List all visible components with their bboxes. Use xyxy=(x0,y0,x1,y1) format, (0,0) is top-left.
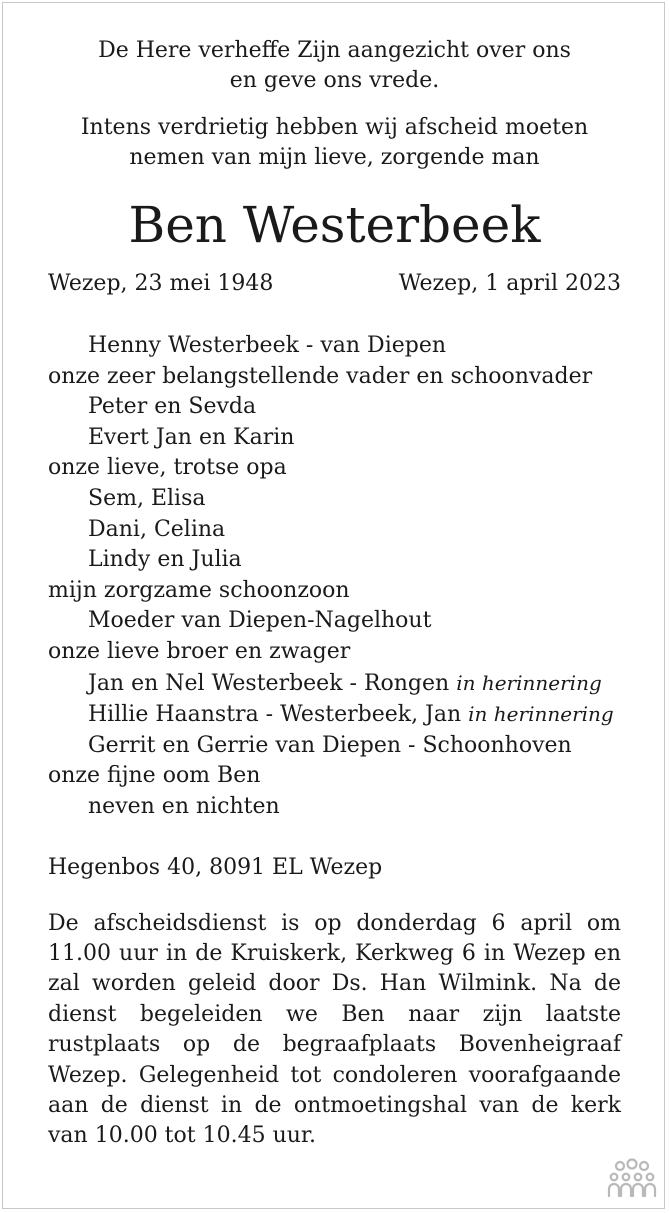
family-line-text: onze zeer belangstellende vader en schoonvader xyxy=(48,363,593,389)
verse-line-2: en geve ons vrede. xyxy=(229,68,440,93)
in-memoriam-note: in herinnering xyxy=(468,702,614,727)
family-line-text: onze fijne oom Ben xyxy=(48,763,261,789)
family-line-text: Henny Westerbeek - van Diepen xyxy=(88,333,447,358)
family-line xyxy=(48,331,621,362)
family-line xyxy=(48,731,621,762)
intro-line-1: Intens verdrietig hebben wij afscheid moeten xyxy=(80,115,589,140)
family-line xyxy=(48,484,621,515)
family-line-text: mijn zorgzame schoonzoon xyxy=(48,577,350,603)
family-line-text: Gerrit en Gerrie van Diepen - Schoonhoven xyxy=(88,732,572,758)
family-line-text: Evert Jan en Karin xyxy=(88,424,295,450)
family-line xyxy=(48,453,621,484)
family-list xyxy=(48,331,621,823)
family-line-text: Hillie Haanstra - Westerbeek, Jan xyxy=(88,702,469,728)
family-line-text: Jan en Nel Westerbeek - Rongen xyxy=(88,670,457,696)
family-line xyxy=(48,668,621,700)
family-line-text: onze lieve broer en zwager xyxy=(48,638,351,664)
family-line xyxy=(48,761,621,792)
verse-line-1: De Here verheffe Zijn aangezicht over ons xyxy=(98,38,571,63)
family-line xyxy=(48,392,621,423)
family-line-text: Dani, Celina xyxy=(88,516,226,542)
birth-date: Wezep, 23 mei 1948 xyxy=(48,271,274,296)
home-address: Hegenbos 40, 8091 EL Wezep xyxy=(48,854,383,880)
family-line-text: Moeder van Diepen-Nagelhout xyxy=(88,608,432,634)
family-line xyxy=(48,699,621,731)
family-line xyxy=(48,792,621,823)
life-dates xyxy=(48,269,621,299)
obituary-notice xyxy=(48,36,621,1152)
family-line xyxy=(48,362,621,393)
family-line xyxy=(48,637,621,668)
family-line-text: Peter en Sevda xyxy=(88,394,257,420)
family-line-text: Lindy en Julia xyxy=(88,547,242,573)
in-memoriam-note: in herinnering xyxy=(456,670,602,695)
death-date: Wezep, 1 april 2023 xyxy=(398,271,621,296)
bible-verse xyxy=(48,36,621,96)
service-details: De afscheidsdienst is op donderdag 6 april om 11.00 uur in de Kruiskerk, Kerkweg 6 in Wezep en zal worden geleid door Ds. Han Wilmink. Na de dienst begeleiden we Ben naar zijn laatste rustplaats op de begraafplaats Bovenheigraaf Wezep. Gelegenheid tot condoleren voorafgaande aan de dienst in de ontmoetingshal van de kerk van 10.00 tot 10.45 uur. xyxy=(48,910,621,1149)
family-line-text: neven en nichten xyxy=(88,793,280,819)
family-line xyxy=(48,545,621,576)
deceased-name: Ben Westerbeek xyxy=(128,196,541,254)
family-line xyxy=(48,606,621,637)
people-group-icon xyxy=(606,1158,658,1198)
family-line xyxy=(48,423,621,454)
intro-line-2: nemen van mijn lieve, zorgende man xyxy=(129,145,540,170)
family-line xyxy=(48,576,621,607)
family-line-text: Sem, Elisa xyxy=(88,485,206,511)
family-line-text: onze lieve, trotse opa xyxy=(48,455,287,481)
intro-text xyxy=(48,113,621,173)
family-line xyxy=(48,515,621,546)
